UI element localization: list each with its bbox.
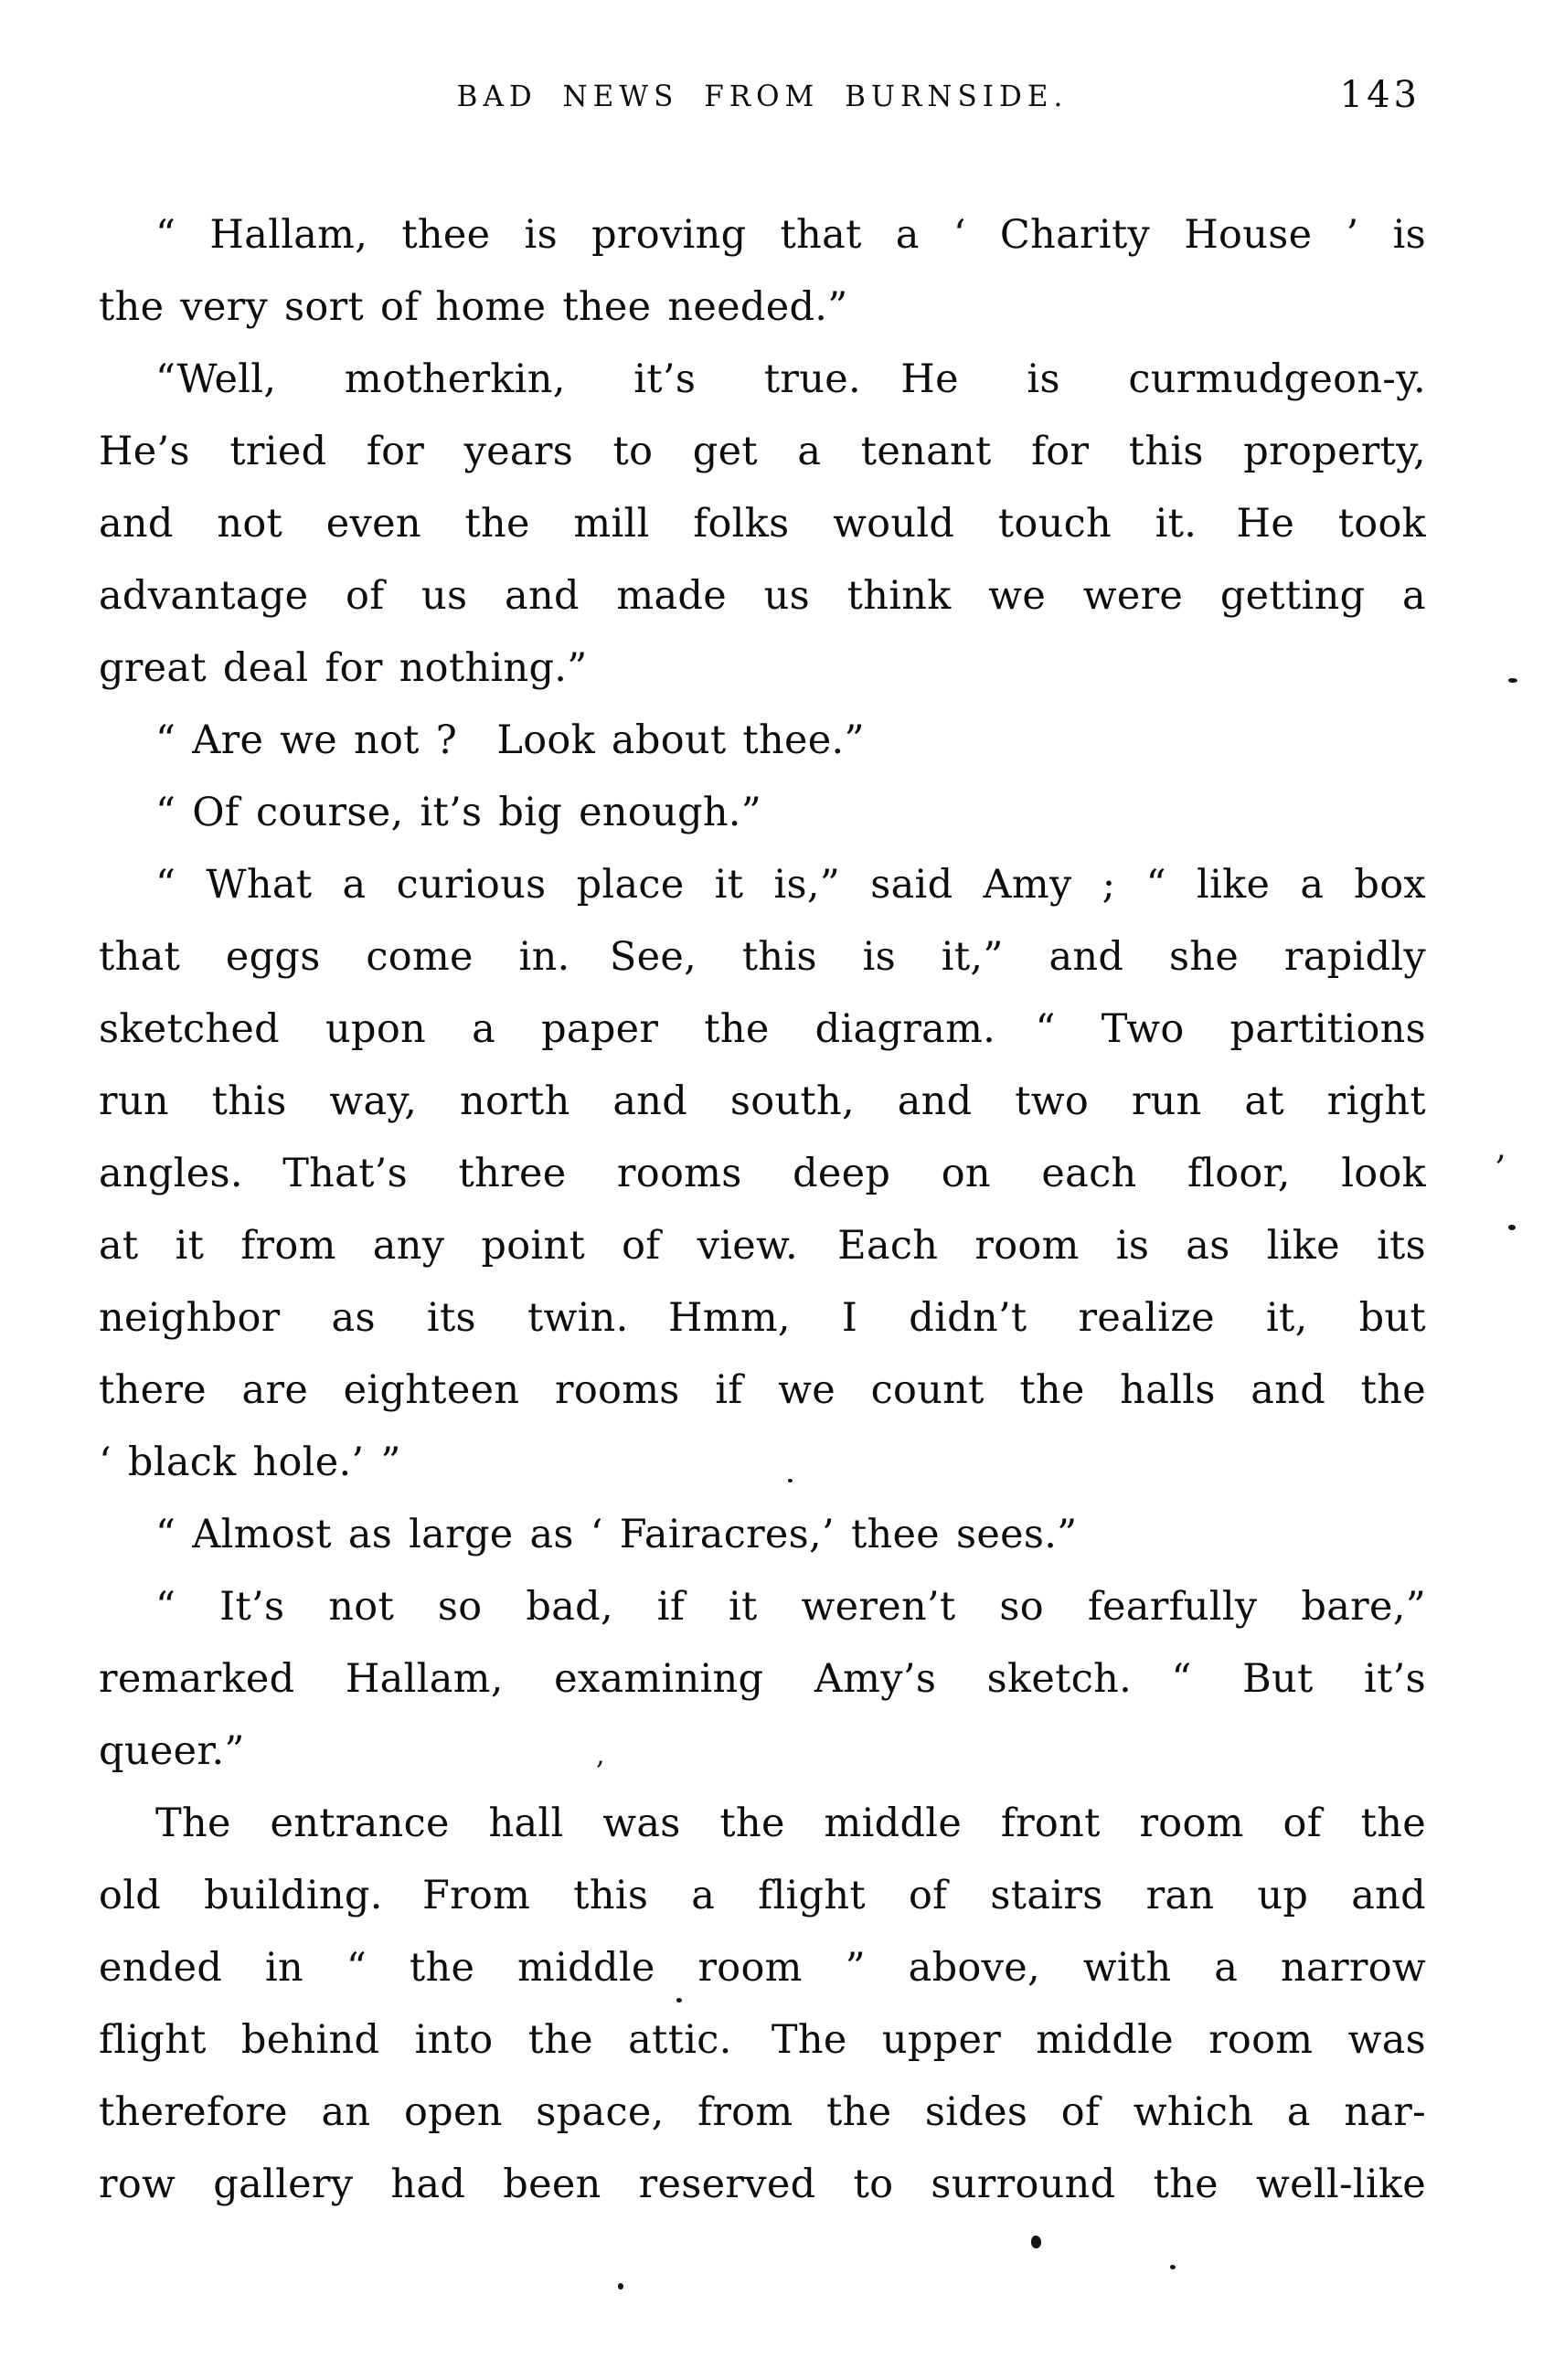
text-line: old building. From this a flight of stairs ran up and — [99, 1873, 1426, 1918]
text-line: at it from any point of view. Each room is as like its — [99, 1223, 1426, 1269]
text-line: there are eighteen rooms if we count the halls and the — [99, 1367, 1426, 1413]
text-line: run this way, north and south, and two run at right — [99, 1078, 1426, 1124]
scan-speck — [676, 1998, 682, 2003]
text-line: The entrance hall was the middle front room of the — [155, 1801, 1426, 1846]
running-head: BAD NEWS FROM BURNSIDE. — [456, 80, 1069, 114]
scan-speck — [1508, 678, 1517, 683]
scan-speck: , — [596, 1739, 605, 1771]
text-line: “ Hallam, thee is proving that a ‘ Charity House ’ is — [155, 212, 1426, 258]
text-line: ended in “ the middle room ” above, with a narrow — [99, 1945, 1426, 1991]
scan-speck — [1170, 2265, 1176, 2269]
text-line: angles. That’s three rooms deep on each floor, look — [99, 1151, 1426, 1196]
text-line: the very sort of home thee needed.” — [99, 284, 848, 330]
text-line: “ What a curious place it is,” said Amy ; “ like a box — [155, 862, 1426, 908]
scan-speck — [618, 2283, 623, 2290]
page-number: 143 — [1339, 74, 1421, 116]
text-line: remarked Hallam, examining Amy’s sketch. “ But it’s — [99, 1656, 1426, 1702]
text-line: ‘ black hole.’ ” — [99, 1440, 401, 1485]
text-line: advantage of us and made us think we were getting a — [99, 573, 1426, 619]
text-line: “Well, motherkin, it’s true. He is curmudgeon-y. — [155, 356, 1426, 402]
text-line: “ It’s not so bad, if it weren’t so fearfully bare,” — [155, 1584, 1426, 1630]
text-block — [99, 199, 1426, 2221]
text-line: therefore an open space, from the sides of which a nar- — [99, 2089, 1426, 2135]
text-line: neighbor as its twin. Hmm, I didn’t realize it, but — [99, 1295, 1426, 1341]
scan-speck — [788, 1479, 793, 1482]
page-header — [99, 74, 1426, 116]
text-line: He’s tried for years to get a tenant for this property, — [99, 429, 1426, 474]
text-line: that eggs come in. See, this is it,” and she rapidly — [99, 934, 1426, 980]
text-line: queer.” — [99, 1728, 245, 1774]
book-page — [99, 0, 1426, 2221]
text-line: sketched upon a paper the diagram. “ Two partitions — [99, 1006, 1426, 1052]
scan-speck — [1508, 1225, 1516, 1230]
text-line: flight behind into the attic. The upper middle room was — [99, 2017, 1426, 2063]
text-line: great deal for nothing.” — [99, 645, 588, 691]
text-line: and not even the mill folks would touch it. He took — [99, 501, 1426, 547]
text-line: row gallery had been reserved to surround the well-like — [99, 2162, 1426, 2207]
text-line: “ Almost as large as ‘ Fairacres,’ thee sees.” — [155, 1512, 1078, 1557]
text-line: “ Of course, it’s big enough.” — [155, 790, 762, 835]
scan-speck — [1031, 2236, 1041, 2248]
text-line: “ Are we not ? Look about thee.” — [155, 717, 865, 763]
scan-speck: , — [1495, 1127, 1507, 1167]
